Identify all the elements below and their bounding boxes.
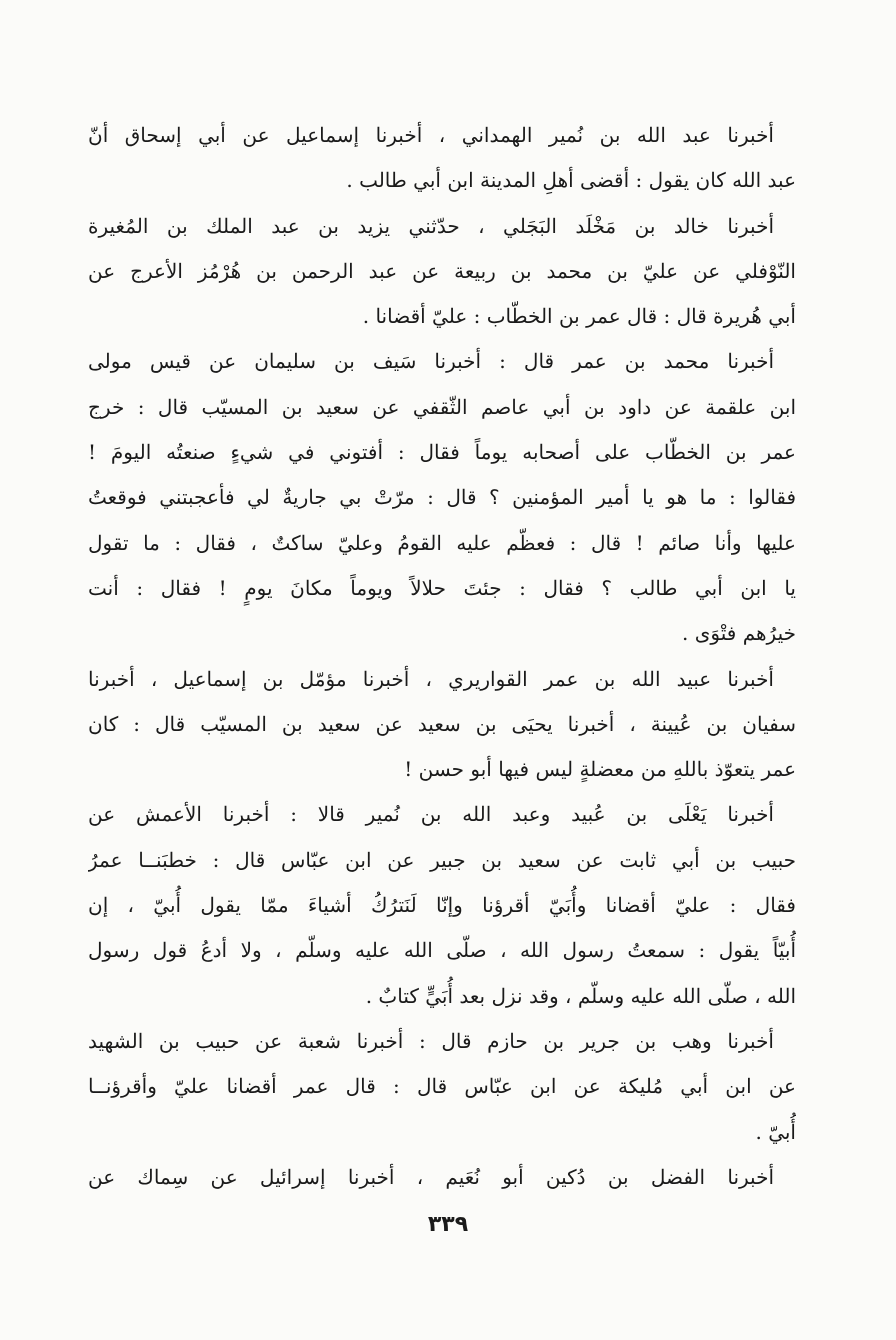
text-line: أبي هُريرة قال : قال عمر بن الخطّاب : عليّ أقضانا . [362,304,796,329]
text-line: عن ابن أبي مُليكة عن ابن عبّاس قال : قال عمر أقضانا عليّ وأقرؤنــا [88,1074,796,1099]
text-line: أُبيّاً يقول : سمعتُ رسول الله ، صلّى الله عليه وسلّم ، ولا أدعُ قول رسول [88,938,796,963]
text-line: عبد الله كان يقول : أقضى أهلِ المدينة ابن أبي طالب . [346,168,796,193]
text-line: أخبرنا يَعْلَى بن عُبيد وعبد الله بن نُمير قالا : أخبرنا الأعمش عن [88,802,774,827]
text-line: عمر يتعوّذ باللهِ من معضلةٍ ليس فيها أبو حسن ! [404,757,796,782]
text-line: أخبرنا الفضل بن دُكين أبو نُعَيم ، أخبرنا إسرائيل عن سِماك عن [88,1164,774,1189]
text-line: أخبرنا عبيد الله بن عمر القواريري ، أخبرنا مؤمّل بن إسماعيل ، أخبرنا [88,666,774,691]
text-line: أُبيّ . [755,1119,796,1144]
text-line: خيرُهم فتْوَى . [682,621,796,646]
text-line: أخبرنا عبد الله بن نُمير الهمداني ، أخبرنا إسماعيل عن أبي إسحاق أنّ [88,123,774,147]
page-number: ٣٣٩ [427,1212,469,1237]
text-line: أخبرنا وهب بن جرير بن حازم قال : أخبرنا شعبة عن حبيب بن الشهيد [88,1028,774,1053]
text-line: فقالوا : ما هو يا أمير المؤمنين ؟ قال : مرّتْ بي جاريةٌ لي فأعجبتني فوقعتُ [88,485,796,510]
text-line: حبيب بن أبي ثابت عن سعيد بن جبير عن ابن عبّاس قال : خطبَنــا عمرُ [88,847,796,872]
text-line: يا ابن أبي طالب ؟ فقال : جئتَ حلالاً ويوماً مكانَ يومٍ ! فقال : أنت [88,575,796,600]
text-line: أخبرنا محمد بن عمر قال : أخبرنا سَيف بن سليمان عن قيس مولى [88,349,774,374]
text-line: الله ، صلّى الله عليه وسلّم ، وقد نزل بعد أُبَيٍّ كتابٌ . [365,983,796,1008]
text-line: أخبرنا خالد بن مَخْلَد البَجَلي ، حدّثني يزيد بن عبد الملك بن المُغيرة [88,213,774,238]
text-line: ابن علقمة عن داود بن أبي عاصم الثّقفي عن سعيد بن المسيّب قال : خرج [88,394,796,419]
text-line: فقال : عليّ أقضانا وأُبَيّ أقرؤنا وإنّا لَنَترُكُ أشياءَ ممّا يقول أُبيّ ، إن [88,893,796,918]
text-line: عمر بن الخطّاب على أصحابه يوماً فقال : أفتوني في شيءٍ صنعتُه اليومَ ! [88,440,796,465]
body-text [88,113,796,1200]
text-line: عليها وأنا صائم ! قال : فعظّم عليه القومُ وعليّ ساكتٌ ، فقال : ما تقول [88,530,796,555]
text-line: سفيان بن عُيينة ، أخبرنا يحيَى بن سعيد عن سعيد بن المسيّب قال : كان [88,711,796,736]
text-line: النّوْفلي عن عليّ بن محمد بن ربيعة عن عبد الرحمن بن هُرْمُز الأعرج عن [88,258,796,283]
